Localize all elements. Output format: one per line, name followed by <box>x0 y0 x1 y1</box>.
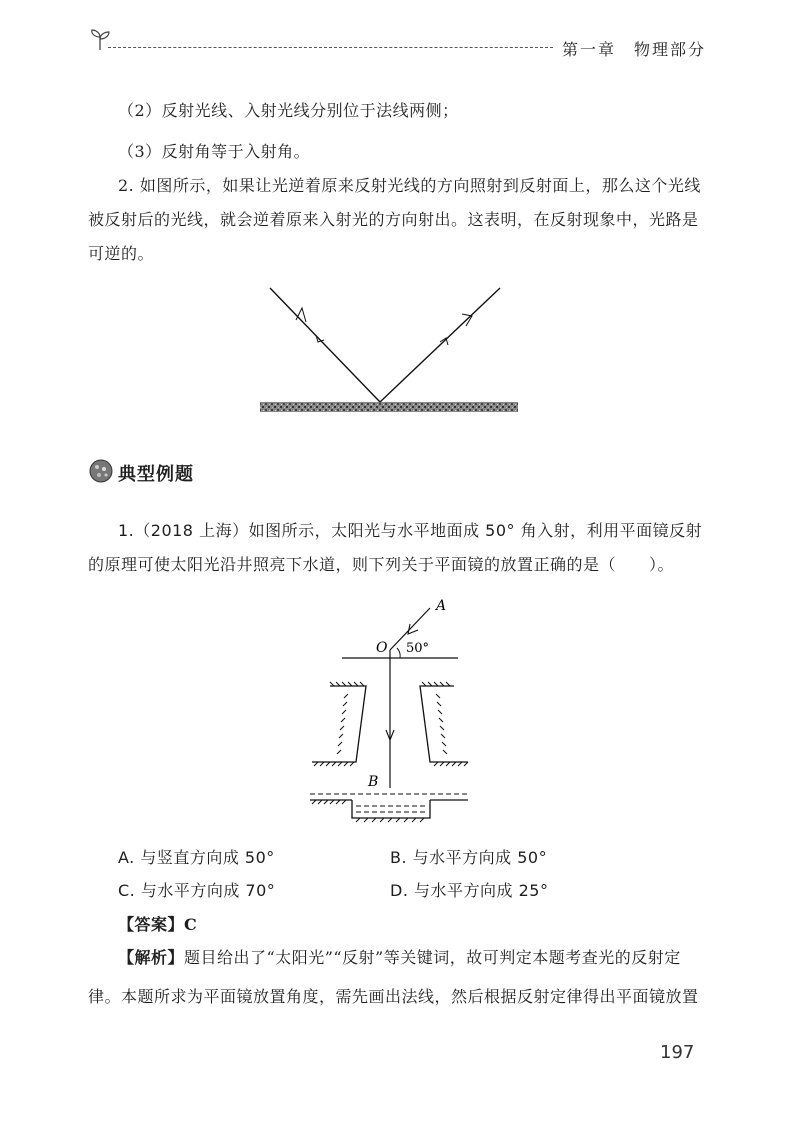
answer-label: 【答案】 <box>118 915 185 934</box>
reflection-diagram <box>250 280 530 420</box>
sprout-icon <box>88 28 116 52</box>
hatching <box>337 694 348 754</box>
analysis-line: 律。本题所求为平面镜放置角度，需先画出法线，然后根据反射定律得出平面镜放置 <box>88 987 699 1006</box>
section-badge-icon <box>88 458 114 484</box>
answer-value: C <box>184 915 198 934</box>
label-a: A <box>436 598 447 614</box>
left-ray <box>270 288 380 402</box>
angle-arc <box>397 648 400 658</box>
right-ray <box>380 288 500 402</box>
left-wall <box>312 686 366 762</box>
option-b: B. 与水平方向成 50° <box>390 848 548 867</box>
analysis-text: 题目给出了“太阳光”“反射”等关键词，故可判定本题考查光的反射定 <box>184 948 681 967</box>
paragraph-line: 2. 如图所示，如果让光逆着原来反射光线的方向照射到反射面上，那么这个光线 <box>118 176 701 195</box>
question-line: 的原理可使太阳光沿井照亮下水道，则下列关于平面镜的放置正确的是（ ）。 <box>88 555 675 574</box>
label-o: O <box>376 640 388 656</box>
paragraph-line: 被反射后的光线，就会逆着原来入射光的方向射出。这表明，在反射现象中，光路是 <box>88 210 699 229</box>
mirror-surface <box>260 402 518 412</box>
hatching <box>436 694 447 754</box>
header-divider <box>108 47 553 48</box>
answer <box>118 913 197 937</box>
angle-label: 50° <box>406 641 430 656</box>
option-a: A. 与竖直方向成 50° <box>118 848 275 867</box>
paragraph-line: 可逆的。 <box>88 244 155 263</box>
option-d: D. 与水平方向成 25° <box>390 881 549 900</box>
drain-channel <box>352 800 430 818</box>
analysis-label: 【解析】 <box>118 948 185 967</box>
label-b: B <box>368 774 379 790</box>
well-diagram <box>300 590 480 830</box>
rule-3: （3）反射角等于入射角。 <box>118 142 311 161</box>
option-c: C. 与水平方向成 70° <box>118 881 276 900</box>
rule-2: （2）反射光线、入射光线分别位于法线两侧； <box>118 101 459 120</box>
analysis <box>118 946 681 970</box>
question-line: 1.（2018 上海）如图所示，太阳光与水平地面成 50° 角入射，利用平面镜反射 <box>118 521 703 540</box>
chapter-header: 第一章 物理部分 <box>562 40 707 59</box>
page-number: 197 <box>660 1042 695 1063</box>
section-title: 典型例题 <box>118 464 194 485</box>
